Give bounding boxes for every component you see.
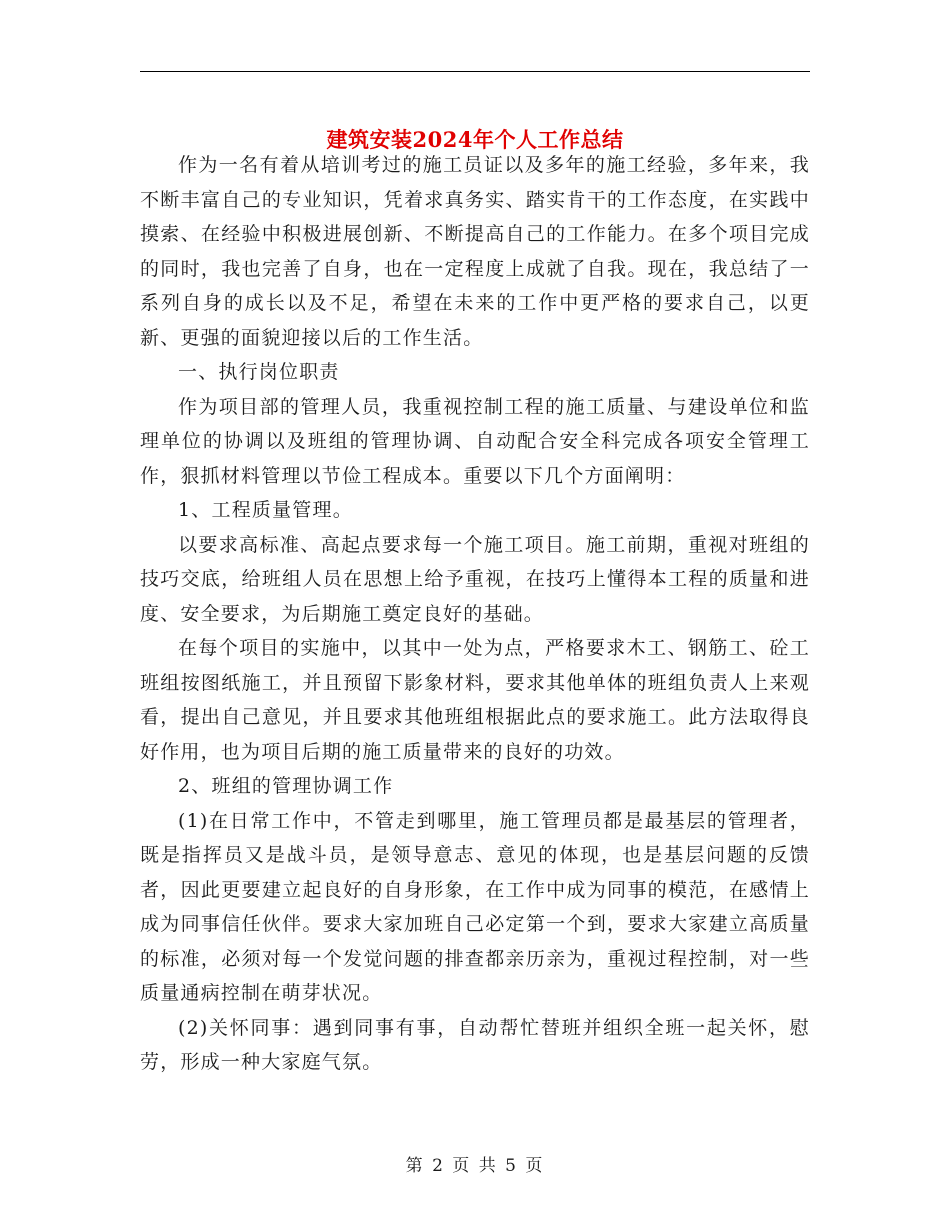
document-body [140,148,810,1080]
paragraph-daily-work: (1)在日常工作中，不管走到哪里，施工管理员都是最基层的管理者，既是指挥员又是战斗员，是领导意志、意见的体现，也是基层问题的反馈者，因此更要建立起良好的自身形象，在工作中成为同事的模范，在感情上成为同事信任伙伴。要求大家加班自己必定第一个到，要求大家建立高质量的标准，必须对每一个发觉问题的排查都亲历亲为，重视过程控制，对一些质量通病控制在萌芽状况。 [140,809,810,1004]
document-title: 建筑安装2024年个人工作总结 [326,127,624,153]
paragraph-quality-standards: 以要求高标准、高起点要求每一个施工项目。施工前期，重视对班组的技巧交底，给班组人员在思想上给予重视，在技巧上懂得本工程的质量和进度、安全要求，为后期施工奠定良好的基础。 [140,533,810,625]
page-number-footer: 第 2 页 共 5 页 [405,1156,545,1176]
subsection-heading-team-management: 2、班组的管理协调工作 [178,775,394,797]
paragraph-duties: 作为项目部的管理人员，我重视控制工程的施工质量、与建设单位和监理单位的协调以及班组的管理协调、自动配合安全科完成各项安全管理工作，狠抓材料管理以节俭工程成本。重要以下几个方面阐明： [140,395,810,487]
paragraph-intro: 作为一名有着从培训考过的施工员证以及多年的施工经验，多年来，我不断丰富自己的专业知识，凭着求真务实、踏实肯干的工作态度，在实践中摸索、在经验中积极进展创新、不断提高自己的工作能力。在多个项目完成的同时，我也完善了自身，也在一定程度上成就了自我。现在，我总结了一系列自身的成长以及不足，希望在未来的工作中更严格的要求自己，以更新、更强的面貌迎接以后的工作生活。 [140,154,810,349]
paragraph-quality-implementation: 在每个项目的实施中，以其中一处为点，严格要求木工、钢筋工、砼工班组按图纸施工，并且预留下影象材料，要求其他单体的班组负责人上来观看，提出自己意见，并且要求其他班组根据此点的要求施工。此方法取得良好作用，也为项目后期的施工质量带来的良好的功效。 [140,637,810,763]
subsection-heading-quality: 1、工程质量管理。 [178,499,353,521]
paragraph-colleague-care: (2)关怀同事：遇到同事有事，自动帮忙替班并组织全班一起关怀，慰劳，形成一种大家庭气氛。 [140,1016,810,1073]
section-heading-duties: 一、执行岗位职责 [178,361,340,383]
header-rule [140,71,810,72]
